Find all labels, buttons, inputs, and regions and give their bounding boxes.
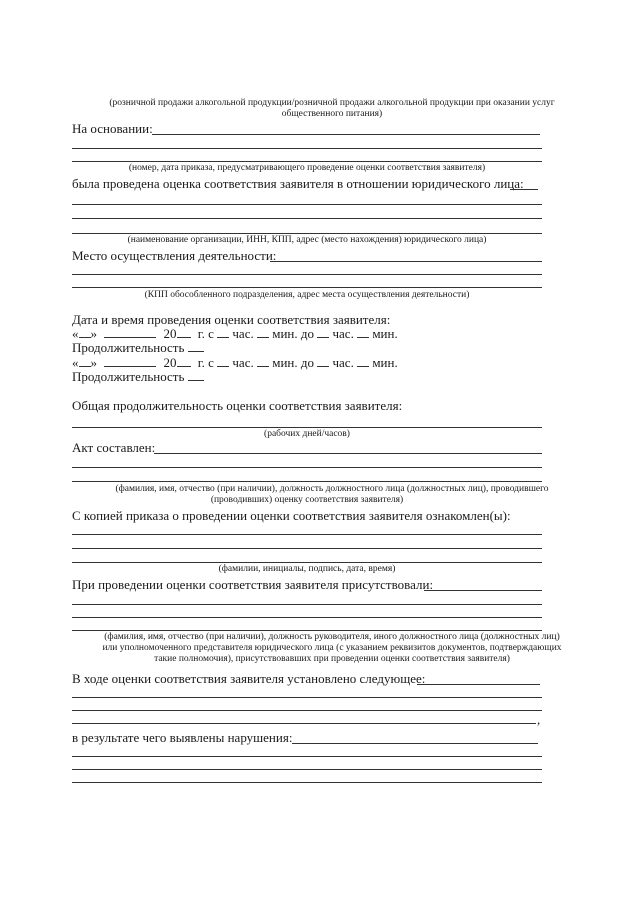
act-caption-line2: (проводивших) оценку соответствия заявителя): [210, 495, 404, 505]
year-field-2[interactable]: [177, 355, 191, 367]
hours-from-field-2[interactable]: [217, 355, 229, 367]
year-field-1[interactable]: [177, 326, 191, 338]
present-label: При проведении оценки соответствия заявителя присутствовали:: [72, 577, 434, 592]
findings-comma: ,: [537, 712, 541, 727]
total-caption: (рабочих дней/часов): [264, 429, 350, 439]
violations-line-1[interactable]: [292, 743, 538, 744]
violations-line-4[interactable]: [72, 782, 542, 783]
findings-label: В ходе оценки соответствия заявителя установлено следующее:: [72, 671, 426, 686]
act-line-1[interactable]: [154, 453, 542, 454]
order-copy-caption: (фамилии, инициалы, подпись, дата, время): [218, 564, 396, 574]
present-line-1[interactable]: [424, 590, 542, 591]
present-line-3[interactable]: [72, 617, 542, 618]
day-field-2[interactable]: [79, 355, 91, 367]
order-copy-line-3[interactable]: [72, 562, 542, 563]
duration-field-2[interactable]: [188, 369, 204, 381]
place-line-3[interactable]: [72, 287, 542, 288]
present-caption-line1: (фамилия, имя, отчество (при наличии), должность руководителя, иного должностного лица (должностных лиц): [104, 632, 560, 642]
violations-line-3[interactable]: [72, 769, 542, 770]
hours-to-field-2[interactable]: [317, 355, 329, 367]
mins-from-field-2[interactable]: [257, 355, 269, 367]
duration-row-1: Продолжительность: [72, 340, 204, 355]
place-line-2[interactable]: [72, 274, 542, 275]
findings-line-3[interactable]: [72, 710, 542, 711]
findings-line-4[interactable]: [72, 723, 536, 724]
present-caption-line3: такие полномочия), присутствовавших при проведении оценки соответствия заявителя): [154, 654, 510, 664]
mins-from-field-1[interactable]: [257, 326, 269, 338]
mins-to-field-1[interactable]: [357, 326, 369, 338]
datetime-label: Дата и время проведения оценки соответствия заявителя:: [72, 312, 391, 327]
place-caption: (КПП обособленного подразделения, адрес места осуществления деятельности): [144, 290, 470, 300]
hours-from-field-1[interactable]: [217, 326, 229, 338]
act-line-2[interactable]: [72, 467, 542, 468]
basis-line-1[interactable]: [152, 134, 540, 135]
act-label: Акт составлен:: [72, 440, 156, 455]
present-line-2[interactable]: [72, 604, 542, 605]
entity-line-2[interactable]: [72, 204, 542, 205]
month-field-1[interactable]: [104, 326, 156, 338]
place-line-1[interactable]: [270, 261, 542, 262]
hours-to-field-1[interactable]: [317, 326, 329, 338]
violations-label: в результате чего выявлены нарушения:: [72, 730, 293, 745]
violations-line-2[interactable]: [72, 756, 542, 757]
total-label: Общая продолжительность оценки соответствия заявителя:: [72, 398, 403, 413]
header-caption-line2: общественного питания): [281, 109, 383, 119]
total-line[interactable]: [72, 427, 542, 428]
present-caption-line2: или уполномоченного представителя юридического лица (с указанием реквизитов документов, подтверждающих: [102, 643, 562, 653]
basis-line-2[interactable]: [72, 148, 542, 149]
entity-line-3[interactable]: [72, 218, 542, 219]
duration-field-1[interactable]: [188, 340, 204, 352]
mins-to-field-2[interactable]: [357, 355, 369, 367]
duration-row-2: Продолжительность: [72, 369, 204, 384]
basis-line-3[interactable]: [72, 161, 542, 162]
datetime-row-1: « » 20 г. с час. мин. до час. мин.: [72, 326, 398, 341]
present-line-4[interactable]: [72, 630, 542, 631]
entity-line-4[interactable]: [72, 233, 542, 234]
basis-caption: (номер, дата приказа, предусматривающего проведение оценки соответствия заявителя): [128, 163, 486, 173]
findings-line-2[interactable]: [72, 697, 542, 698]
act-line-3[interactable]: [72, 481, 542, 482]
act-caption-line1: (фамилия, имя, отчество (при наличии), должность должностного лица (должностных лиц), проводившего: [115, 484, 549, 494]
order-copy-line-2[interactable]: [72, 548, 542, 549]
place-label: Место осуществления деятельности:: [72, 248, 277, 263]
entity-label: была проведена оценка соответствия заявителя в отношении юридического лица:: [72, 176, 524, 191]
basis-label: На основании:: [72, 121, 153, 136]
month-field-2[interactable]: [104, 355, 156, 367]
entity-caption: (наименование организации, ИНН, КПП, адрес (место нахождения) юридического лица): [127, 235, 487, 245]
header-caption-line1: (розничной продажи алкогольной продукции/розничной продажи алкогольной продукции при оказании услуг: [109, 98, 555, 108]
day-field-1[interactable]: [79, 326, 91, 338]
findings-line-1[interactable]: [417, 684, 540, 685]
order-copy-line-1[interactable]: [72, 534, 542, 535]
datetime-row-2: « » 20 г. с час. мин. до час. мин.: [72, 355, 398, 370]
entity-line-1[interactable]: [510, 189, 538, 190]
order-copy-label: С копией приказа о проведении оценки соответствия заявителя ознакомлен(ы):: [72, 508, 511, 523]
